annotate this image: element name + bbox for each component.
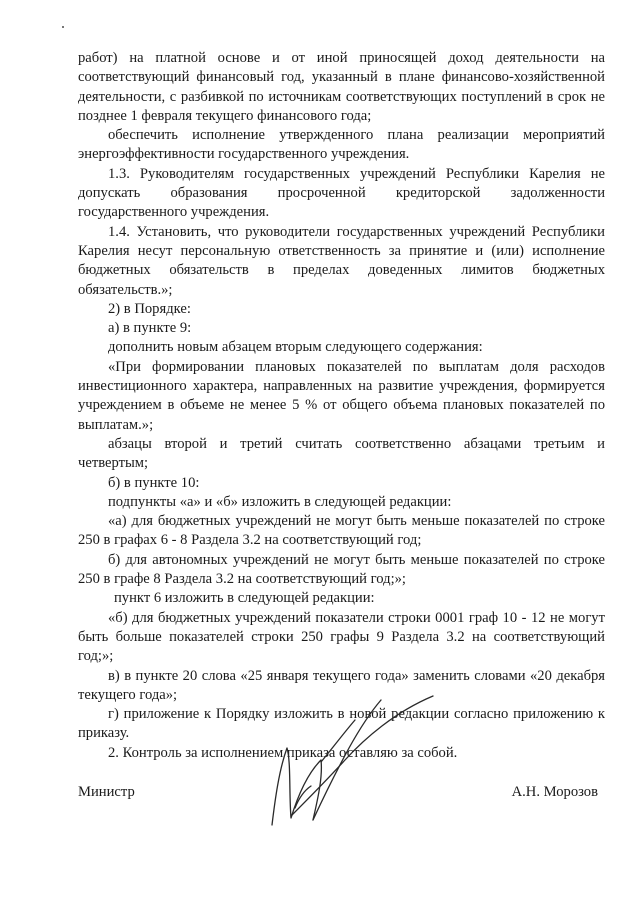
paragraph: обеспечить исполнение утвержденного плана реализации мероприятий энергоэффективности государственного учреждения.	[78, 127, 605, 163]
paragraph: «а) для бюджетных учреждений не могут быть меньше показателей по строке 250 в графах 6 - 8 Раздела 3.2 на соответствующий год;	[78, 513, 605, 549]
paragraph: в) в пункте 20 слова «25 января текущего года» заменить словами «20 декабря текущего года»;	[78, 667, 605, 703]
paragraph: б) для автономных учреждений не могут быть меньше показателей по строке 250 в графе 8 Раздела 3.2 на соответствующий год;»;	[78, 551, 605, 588]
paragraph: б) в пункте 10:	[108, 474, 200, 491]
signer-name: А.Н. Морозов	[511, 784, 598, 800]
paragraph: подпункты «а» и «б» изложить в следующей редакции:	[108, 493, 452, 510]
handwritten-signature	[265, 690, 440, 840]
paragraph: 1.3. Руководителям государственных учреждений Республики Карелия не допускать образования просроченной кредиторской задолженности государственного учреждения.	[78, 165, 605, 221]
paragraph: работ) на платной основе и от иной приносящей доход деятельности на соответствующий финансовый год, указанный в плане финансово-хозяйственной деятельности, с разбивкой по источникам соответствующих поступлений в срок не позднее 1 февраля текущего финансового года;	[78, 50, 605, 124]
paragraph: 2. Контроль за исполнением приказа оставляю за собой.	[108, 744, 458, 761]
paragraph: 1.4. Установить, что руководители государственных учреждений Республики Карелия несут персональную ответственность за принятие и (или) исполнение бюджетных обязательств в пределах доведенных лимитов бюджетных обязательств.»;	[78, 223, 605, 298]
paragraph: абзацы второй и третий считать соответственно абзацами третьим и четвертым;	[78, 435, 605, 472]
paragraph: «При формировании плановых показателей по выплатам доля расходов инвестиционного характера, направленных на развитие учреждения, формируется учреждением в объеме не менее 5 % от общего объема плановых показателей по выплатам.»;	[78, 358, 605, 433]
paragraph: г) приложение к Порядку изложить в новой редакции согласно приложению к приказу.	[78, 706, 605, 742]
paragraph: 2) в Порядке:	[108, 300, 191, 317]
paragraph: а) в пункте 9:	[108, 320, 192, 337]
paragraph: пункт 6 изложить в следующей редакции:	[114, 590, 375, 607]
document-body	[78, 49, 605, 763]
paragraph: «б) для бюджетных учреждений показатели строки 0001 граф 10 - 12 не могут быть больше показателей строки 250 графы 9 Раздела 3.2 на соответствующий год;»;	[78, 609, 605, 665]
signer-title: Министр	[78, 784, 135, 800]
paragraph: дополнить новым абзацем вторым следующего содержания:	[108, 339, 483, 356]
scan-speck	[62, 26, 64, 28]
